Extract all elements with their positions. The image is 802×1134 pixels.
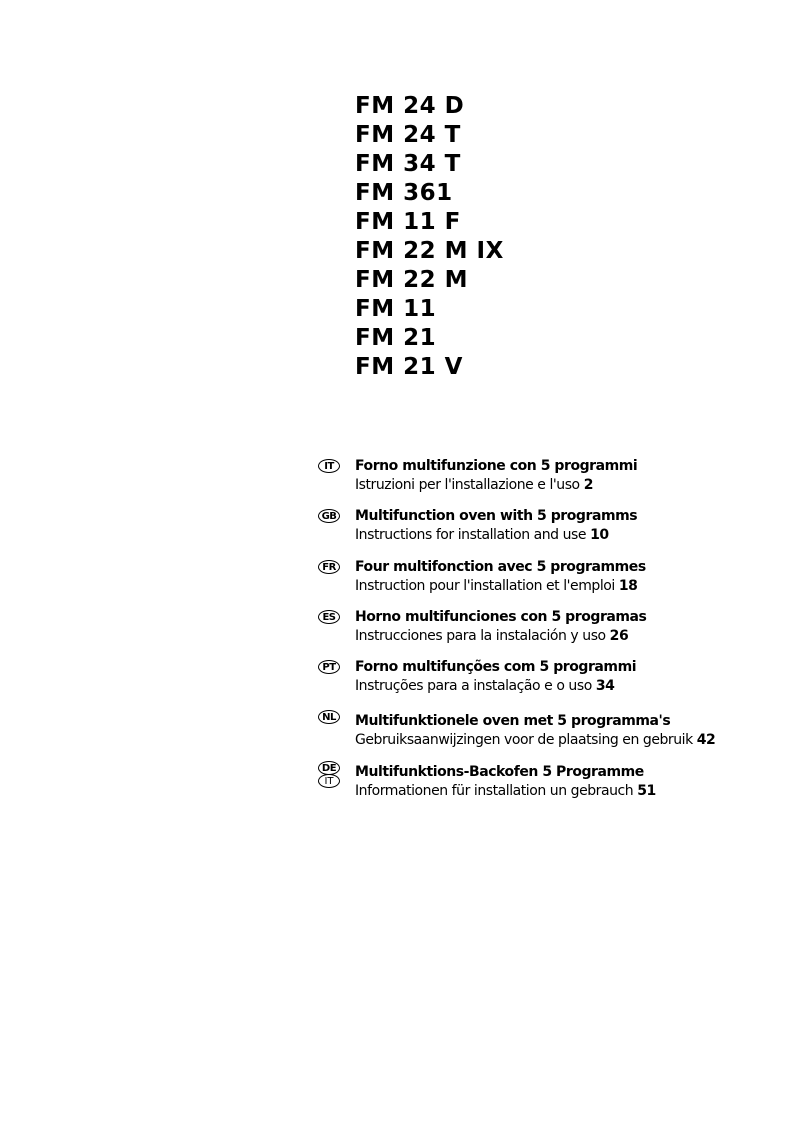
model-name: FM 21: [355, 325, 437, 351]
section-title: Multifunktions-Backofen 5 Programme: [355, 763, 644, 780]
language-badge: DE: [318, 761, 340, 775]
subtitle-text: Instructions for installation and use: [355, 527, 587, 544]
model-name: FM 361: [355, 180, 453, 206]
language-text: [355, 658, 636, 696]
subtitle-text: Gebruiksaanwijzingen voor de plaatsing en gebruik: [355, 732, 697, 749]
language-text: [355, 507, 637, 545]
model-name: FM 22 M: [355, 267, 469, 293]
section-title: Horno multifunciones con 5 programas: [355, 608, 647, 625]
section-subtitle: [355, 677, 636, 696]
language-badge: IT: [318, 459, 340, 473]
page-number: 42: [696, 732, 716, 749]
language-badge: GB: [318, 509, 340, 523]
language-text: [355, 608, 646, 646]
language-badge: ES: [318, 610, 340, 624]
section-subtitle: [355, 577, 646, 596]
model-list: [355, 92, 504, 382]
section-subtitle: [355, 627, 646, 646]
model-name: FM 24 T: [355, 122, 461, 148]
language-badge: PT: [318, 660, 340, 674]
subtitle-text: Instruções para a instalação e o uso: [355, 678, 592, 695]
language-badge-secondary: [318, 774, 340, 787]
section-subtitle: [355, 782, 656, 801]
section-title: Multifunction oven with 5 programms: [355, 508, 638, 525]
subtitle-text: Informationen für installation un gebrauch: [355, 782, 634, 799]
language-text: [355, 457, 637, 495]
subtitle-text: Istruzioni per l'installazione e l'uso: [355, 477, 580, 493]
page-number: 2: [583, 477, 593, 493]
model-name: FM 11 F: [355, 209, 461, 235]
page-number: 10: [590, 527, 609, 544]
section-title: Four multifonction avec 5 programmes: [355, 558, 646, 575]
model-name: FM 22 M IX: [355, 238, 504, 264]
language-badge: NL: [318, 710, 340, 724]
section-title: Forno multifunções com 5 programmi: [355, 659, 637, 676]
section-subtitle: [355, 526, 637, 545]
page-number: 18: [618, 577, 638, 594]
page-number: 26: [609, 627, 629, 644]
page-number: 34: [595, 678, 615, 695]
language-text: [355, 763, 656, 801]
model-name: FM 34 T: [355, 151, 461, 177]
model-name: FM 24 D: [355, 93, 465, 119]
subtitle-text: Instruction pour l'installation et l'emploi: [355, 577, 615, 594]
section-title: Forno multifunzione con 5 programmi: [355, 458, 638, 474]
language-text: [355, 712, 715, 750]
model-name: FM 21 V: [355, 354, 463, 380]
section-title: Multifunktionele oven met 5 programma's: [355, 713, 671, 730]
page-number: 51: [637, 782, 656, 799]
section-subtitle: [355, 476, 637, 495]
language-badge-label: IT: [318, 774, 340, 788]
subtitle-text: Instrucciones para la instalación y uso: [355, 627, 606, 644]
section-subtitle: [355, 731, 715, 750]
language-text: [355, 558, 646, 596]
language-badge: FR: [318, 560, 340, 574]
model-name: FM 11: [355, 296, 437, 322]
